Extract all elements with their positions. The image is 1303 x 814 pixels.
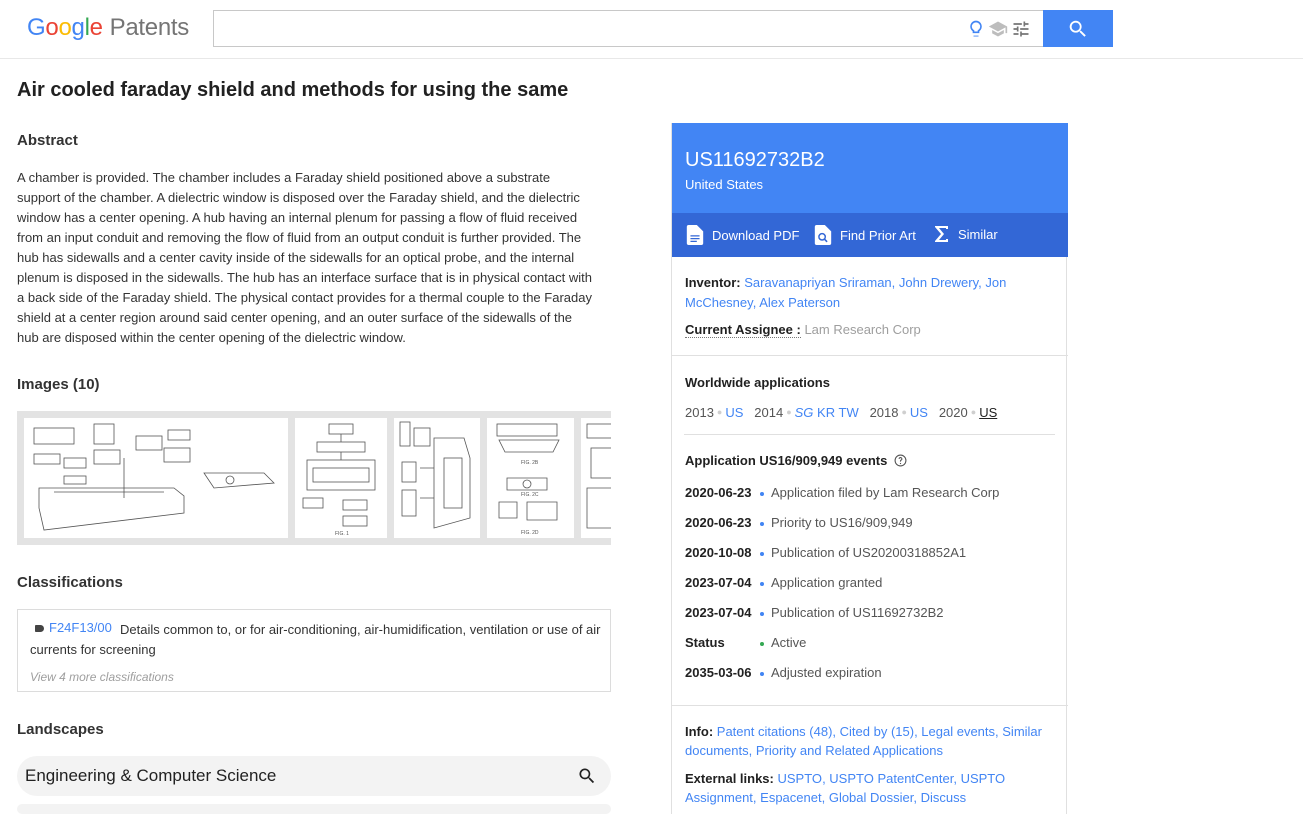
label-icon xyxy=(35,625,44,632)
events-heading xyxy=(685,453,907,468)
school-icon[interactable] xyxy=(988,19,1008,39)
year: 2018 xyxy=(869,405,899,420)
status-value: Active xyxy=(771,635,807,650)
inventor-row: Inventor: Saravanapriyan Sriraman, John Drewery, Jon McChesney, Alex Paterson xyxy=(685,275,1007,310)
external-links-row: External links: USPTO, USPTO PatentCenter, USPTO Assignment, Espacenet, Global Dossier, Discuss xyxy=(685,771,1006,805)
tune-icon[interactable] xyxy=(1011,19,1031,39)
patent-side-panel xyxy=(671,123,1067,814)
prior-art-search-icon xyxy=(814,225,832,245)
inventor-link[interactable]: John Drewery xyxy=(898,275,979,290)
logo-product-name: Patents xyxy=(109,14,189,41)
info-link[interactable]: Cited by (15) xyxy=(839,724,915,739)
landscape-item[interactable] xyxy=(17,756,611,796)
country-link[interactable]: US xyxy=(725,405,744,420)
event-date: 2020-06-23 xyxy=(685,515,752,530)
patent-drawing-thumbnail[interactable] xyxy=(394,418,480,538)
info-link[interactable]: Patent citations (48) xyxy=(716,724,833,739)
svg-text:FIG. 2B: FIG. 2B xyxy=(521,460,539,466)
download-pdf-button[interactable] xyxy=(686,225,799,245)
search-icon[interactable] xyxy=(577,766,597,791)
search-box xyxy=(213,10,1044,47)
patent-number: US11692732B2 xyxy=(685,149,825,171)
patent-drawing-thumbnail[interactable] xyxy=(581,418,611,538)
country-link-current[interactable]: US xyxy=(979,405,998,420)
worldwide-applications-row: 2013 ● US 2014 ● SG KR TW 2018 ● US 2020 ● US xyxy=(685,405,998,420)
info-link[interactable]: Legal events xyxy=(921,724,996,739)
patent-drawing-thumbnail[interactable] xyxy=(24,418,288,538)
abstract-text: A chamber is provided. The chamber includes a Faraday shield positioned above a substrate support of the chamber. A dielectric window is disposed over the Faraday shield, and the dielectric window has a center opening. A hub having an internal plenum for passing a flow of fluid received from an input conduit and removing the flow of fluid from an output conduit is further provided. The hub has sidewalls and a center cavity inside of the sidewalls for an optical probe, and the internal plenum is disposed in the sidewalls. The hub has an interface surface that is in physical contact with a back side of the Faraday shield. The physical contact provides for a thermal couple to the Faraday shield at a center region around said center opening, and an outer surface of the sidewalls of the hub are disposed within the center opening of the dielectric window. xyxy=(17,170,592,345)
inventor-link[interactable]: Alex Paterson xyxy=(759,295,841,310)
event-date: 2023-07-04 xyxy=(685,605,752,620)
external-links-label: External links: xyxy=(685,771,774,786)
landscape-item-partial[interactable] xyxy=(17,804,611,814)
logo-letter: g xyxy=(71,14,85,41)
info-row: Info: Patent citations (48), Cited by (15), Legal events, Similar documents, Priority and Related Applications xyxy=(685,724,1042,758)
classification-description: Details common to, or for air-conditioning, air-humidification, ventilation or use of air currents for screening xyxy=(30,622,601,657)
images-heading: Images (10) xyxy=(17,376,100,393)
events-title: Application US16/909,949 events xyxy=(685,453,888,468)
assignee-label: Current Assignee : xyxy=(685,322,801,337)
classifications-heading: Classifications xyxy=(17,574,123,591)
find-prior-art-label: Find Prior Art xyxy=(840,227,916,243)
logo-letter: l xyxy=(84,14,90,41)
patent-drawing-thumbnail[interactable] xyxy=(295,418,387,538)
classification-card xyxy=(17,609,611,692)
logo-letter: o xyxy=(58,14,72,41)
info-link[interactable]: Priority and Related Applications xyxy=(755,743,943,758)
inventor-link[interactable]: Jon McChesney xyxy=(685,275,1007,310)
event-date: 2020-10-08 xyxy=(685,545,752,560)
landscape-label: Engineering & Computer Science xyxy=(25,766,277,785)
event-text: Publication of US11692732B2 xyxy=(771,605,944,620)
divider xyxy=(684,434,1055,435)
event-date: 2020-06-23 xyxy=(685,485,752,500)
external-link[interactable]: Espacenet xyxy=(760,790,822,805)
sigma-icon xyxy=(934,225,950,243)
find-prior-art-button[interactable] xyxy=(814,225,916,245)
country-link[interactable]: SG xyxy=(794,405,814,420)
info-label: Info: xyxy=(685,724,714,739)
external-link[interactable]: Global Dossier xyxy=(828,790,914,805)
people-section xyxy=(685,273,1055,340)
inventor-link[interactable]: Saravanapriyan Sriraman xyxy=(744,275,892,290)
event-text: Publication of US20200318852A1 xyxy=(771,545,967,560)
view-more-classifications-link[interactable]: View 4 more classifications xyxy=(30,670,174,684)
year: 2020 xyxy=(938,405,968,420)
event-date: 2023-07-04 xyxy=(685,575,752,590)
page-title: Air cooled faraday shield and methods for using the same xyxy=(17,79,569,101)
images-carousel[interactable] xyxy=(17,411,611,545)
svg-text:FIG. 1: FIG. 1 xyxy=(335,531,349,537)
similar-label: Similar xyxy=(958,226,998,242)
search-button[interactable] xyxy=(1043,10,1113,47)
divider xyxy=(672,705,1068,706)
event-text: Adjusted expiration xyxy=(771,665,882,680)
assignee-value[interactable]: Lam Research Corp xyxy=(804,322,921,337)
external-link[interactable]: USPTO xyxy=(777,771,823,786)
classification-code-link[interactable]: F24F13/00 xyxy=(49,620,112,635)
abstract-heading: Abstract xyxy=(17,132,78,149)
panel-header xyxy=(672,123,1068,213)
top-bar xyxy=(0,0,1303,59)
similar-button[interactable] xyxy=(934,225,998,243)
download-pdf-label: Download PDF xyxy=(712,227,800,243)
event-date: Status xyxy=(685,635,725,650)
logo-letter: o xyxy=(45,14,59,41)
inventor-label: Inventor: xyxy=(685,275,741,290)
event-text: Application granted xyxy=(771,575,883,590)
external-link[interactable]: USPTO Assignment xyxy=(685,771,1006,805)
external-link[interactable]: Discuss xyxy=(920,790,967,805)
help-icon[interactable] xyxy=(894,454,907,467)
google-patents-logo[interactable] xyxy=(27,14,189,42)
year: 2013 xyxy=(685,405,714,420)
landscapes-heading: Landscapes xyxy=(17,721,104,738)
worldwide-applications-heading: Worldwide applications xyxy=(685,375,830,390)
divider xyxy=(672,355,1068,356)
pdf-file-icon xyxy=(686,225,704,245)
country-link[interactable]: KR xyxy=(817,405,836,420)
event-text: Application filed by Lam Research Corp xyxy=(771,485,1000,500)
event-text: Priority to US16/909,949 xyxy=(771,515,913,530)
patent-drawing-thumbnail[interactable] xyxy=(487,418,574,538)
external-link[interactable]: USPTO PatentCenter xyxy=(829,771,954,786)
event-date: 2035-03-06 xyxy=(685,665,752,680)
logo-letter: e xyxy=(89,14,103,41)
country-link[interactable]: TW xyxy=(838,405,859,420)
info-link[interactable]: Similar documents xyxy=(685,724,1042,758)
patent-country: United States xyxy=(685,177,764,192)
svg-text:FIG. 2C: FIG. 2C xyxy=(521,492,539,498)
country-link[interactable]: US xyxy=(909,405,928,420)
search-input[interactable] xyxy=(222,17,942,41)
year: 2014 xyxy=(754,405,784,420)
lightbulb-icon[interactable] xyxy=(966,19,986,39)
logo-letter: G xyxy=(27,14,46,41)
search-icon xyxy=(1067,18,1089,40)
svg-text:FIG. 2D: FIG. 2D xyxy=(521,530,539,536)
panel-actions xyxy=(672,213,1068,257)
assignee-row xyxy=(685,320,1055,340)
info-section xyxy=(685,722,1055,807)
